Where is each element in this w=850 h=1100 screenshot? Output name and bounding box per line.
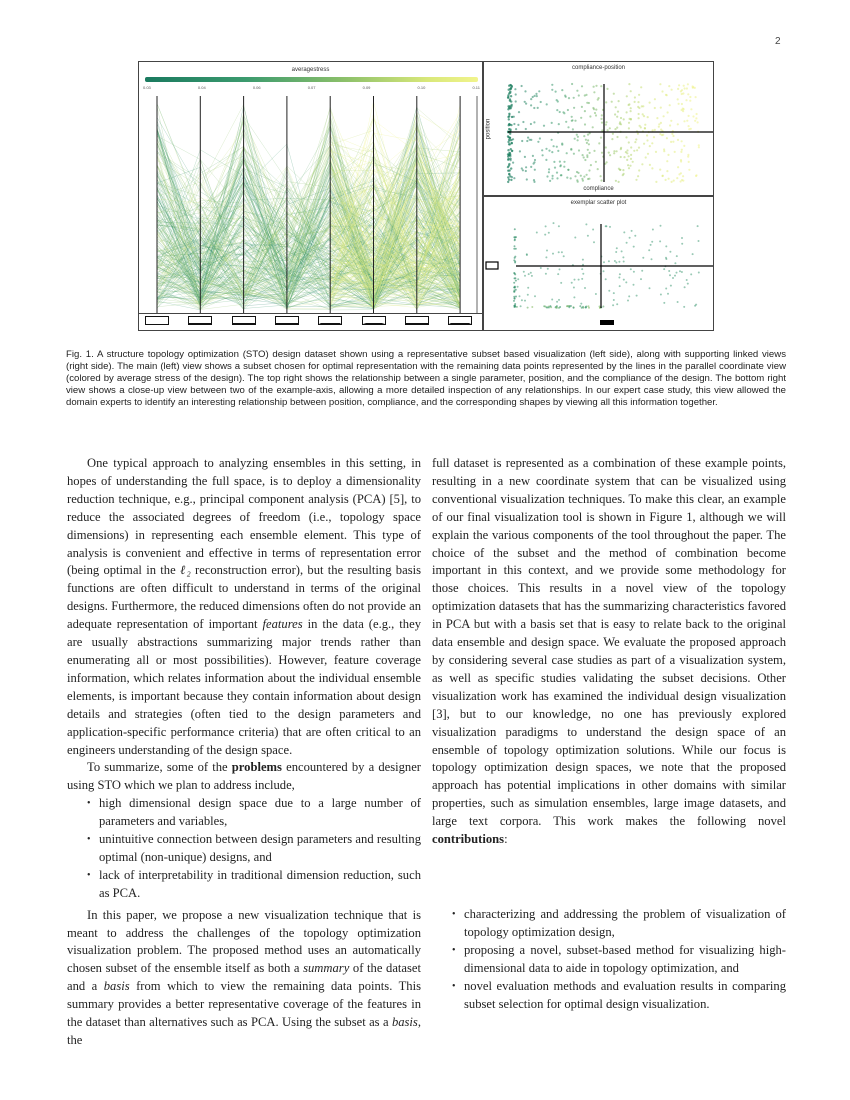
paragraph <box>432 455 786 849</box>
text: encountered by a designer using STO which we plan to address include, <box>67 760 421 793</box>
colorbar-tick: 0.10 <box>417 85 426 90</box>
exemplar-shape-icon[interactable] <box>448 316 472 325</box>
emphasis: basis <box>391 1015 418 1030</box>
scatter-title: compliance-position <box>571 65 626 71</box>
right-column <box>432 455 786 849</box>
exemplar-shape-icon[interactable] <box>232 316 256 325</box>
scatter-xlabel: compliance <box>583 186 614 192</box>
text: : <box>504 832 508 847</box>
figure-caption: Fig. 1. A structure topology optimization (STO) design dataset shown using a representative subset based visualization (left side), along with supporting linked views (right side). The main (left) view shows a subset chosen for optimal representation with the remaining data points represented by the lines in the parallel coordinate view (colored by average stress of the design). The top right shows the relationship between a single parameter, position, and the compliance of the design. The bottom right view shows a close-up view between two of the example-axis, allowing a more detailed inspection of any relationships. In our expert case study, this view allowed the domain experts to identify an interesting relationship between position, compliance, and the corresponding shapes by viewing all this information together. <box>66 349 786 408</box>
parallel-coordinates-plot[interactable] <box>139 96 483 314</box>
problems-list <box>67 795 421 902</box>
contributions-list <box>432 906 786 1013</box>
list-item: • proposing a novel, subset-based method for visualizing high-dimensional data to aide in topology optimization, and <box>452 942 786 978</box>
exemplar-shape-icon[interactable] <box>188 316 212 325</box>
paragraph <box>67 907 421 1050</box>
text: To summarize, some of the <box>87 760 232 775</box>
list-item: • characterizing and addressing the problem of visualization of topology optimization design, <box>452 906 786 942</box>
list-item: • high dimensional design space due to a large number of parameters and variables, <box>87 795 421 831</box>
text: in the data (e.g., they are usually abstractions summarizing major trends rather than enumerating all or most possibilities). However, feature coverage information, which relates information about the individual ensemble elements, is important because they contain information about design details and strategies (often tied to the design parameters and application-specific performance criteria) that are often critical to an engineers understanding of the design space. <box>67 617 421 757</box>
scatter-title: exemplar scatter plot <box>570 200 627 206</box>
exemplar-shape-icon[interactable] <box>145 316 169 325</box>
bold-term: contributions <box>432 832 505 847</box>
text: , the <box>67 1015 421 1047</box>
math-l2: ℓ₂ <box>179 563 191 578</box>
figure-1 <box>138 61 714 331</box>
left-column <box>67 455 421 1050</box>
paragraph <box>67 759 421 795</box>
colorbar-ticks <box>143 85 480 90</box>
scatter-ylabel: position <box>485 118 492 140</box>
exemplar-shape-icon[interactable] <box>318 316 342 325</box>
colorbar-tick: 0.06 <box>252 85 261 90</box>
paragraph <box>67 455 421 759</box>
text: reconstruction error), but the resulting basis functions are often difficult to understand in terms of the original designs. Furthermore, the reduced dimensions often do not provide an adequate representation of important <box>67 563 421 632</box>
text: In this paper, we propose a new visualization technique that is meant to address the challenges of the topology optimization visualization problem. The proposed method uses an automatically chosen subset of the ensemble itself as both a <box>67 907 421 976</box>
text: One typical approach to analyzing ensembles in this setting, in hopes of understanding the full space, is to deploy a dimensionality reduction technique, e.g., principal component analysis (PCA) [5], to reduce the associated degrees of freedom (i.e., topology space dimensions) in representing each ensemble element. This type of analysis is convenient and effective in terms of representation error (being optimal in the <box>67 456 421 578</box>
colorbar-tick: 0.09 <box>362 85 371 90</box>
exemplar-shape-icon[interactable] <box>275 316 299 325</box>
emphasis: summary <box>303 961 350 976</box>
parallel-coordinates-view[interactable] <box>138 61 483 331</box>
compliance-position-scatter[interactable] <box>483 61 714 196</box>
exemplar-scatter-plot[interactable] <box>483 196 714 331</box>
text: of the dataset and a <box>67 961 421 994</box>
page-number: 2 <box>775 36 781 47</box>
text: from which to view the remaining data points. This summary provides a better representative coverage of the features in the dataset than alternatives such as PCA. Using the subset as a <box>67 979 421 1030</box>
emphasis: basis <box>103 979 130 994</box>
colorbar <box>145 77 478 82</box>
list-item: • novel evaluation methods and evaluation results in comparing subset selection for optimal design visualization. <box>452 978 786 1014</box>
colorbar-tick: 0.03 <box>143 85 151 90</box>
colorbar-title: averagestress <box>291 67 330 73</box>
scatter-plot-area[interactable] <box>484 62 714 196</box>
colorbar-tick: 0.07 <box>307 85 316 90</box>
scatter-plot-area[interactable] <box>484 197 714 331</box>
text: full dataset is represented as a combination of these example points, resulting in a new coordinate system that can be visualized using conventional visualization techniques. To make this clear, an example of our final visualization tool is shown in Figure 1, although we will explain the various components of the tool throughout the paper. The choice of the subset and the method of combination become important in this context, and we provide some methodology for those choices. This results in a novel view of the topology optimization datasets that has the summarizing characteristics favored in PCA but with a basis set that is easy to relate back to the original data ensemble and design space. We evaluate the proposed approach by considering several case studies as part of a visualization system, as well as specific studies validating the subset decisions. Other visualization work has examined the individual design visualization [3], but to our knowledge, no one has previously explored visualization paradigms to understand the design space of an ensemble of topology optimization solutions. While our focus is topology optimization design spaces, we note that the proposed approach has potential implications in other domains with similar properties, such as simulation ensembles, large image datasets, and large text corpora. This work makes the following novel <box>432 456 786 829</box>
exemplar-shape-icon[interactable] <box>362 316 386 325</box>
list-item: • unintuitive connection between design parameters and resulting optimal (non-unique) designs, and <box>87 831 421 867</box>
exemplar-shape-row <box>139 313 483 328</box>
emphasis: features <box>262 617 303 632</box>
colorbar-tick: 0.11 <box>472 85 480 90</box>
exemplar-shape-icon[interactable] <box>405 316 429 325</box>
bold-term: problems <box>231 760 282 775</box>
list-item: • lack of interpretability in traditional dimension reduction, such as PCA. <box>87 867 421 903</box>
colorbar-tick: 0.04 <box>197 85 206 90</box>
